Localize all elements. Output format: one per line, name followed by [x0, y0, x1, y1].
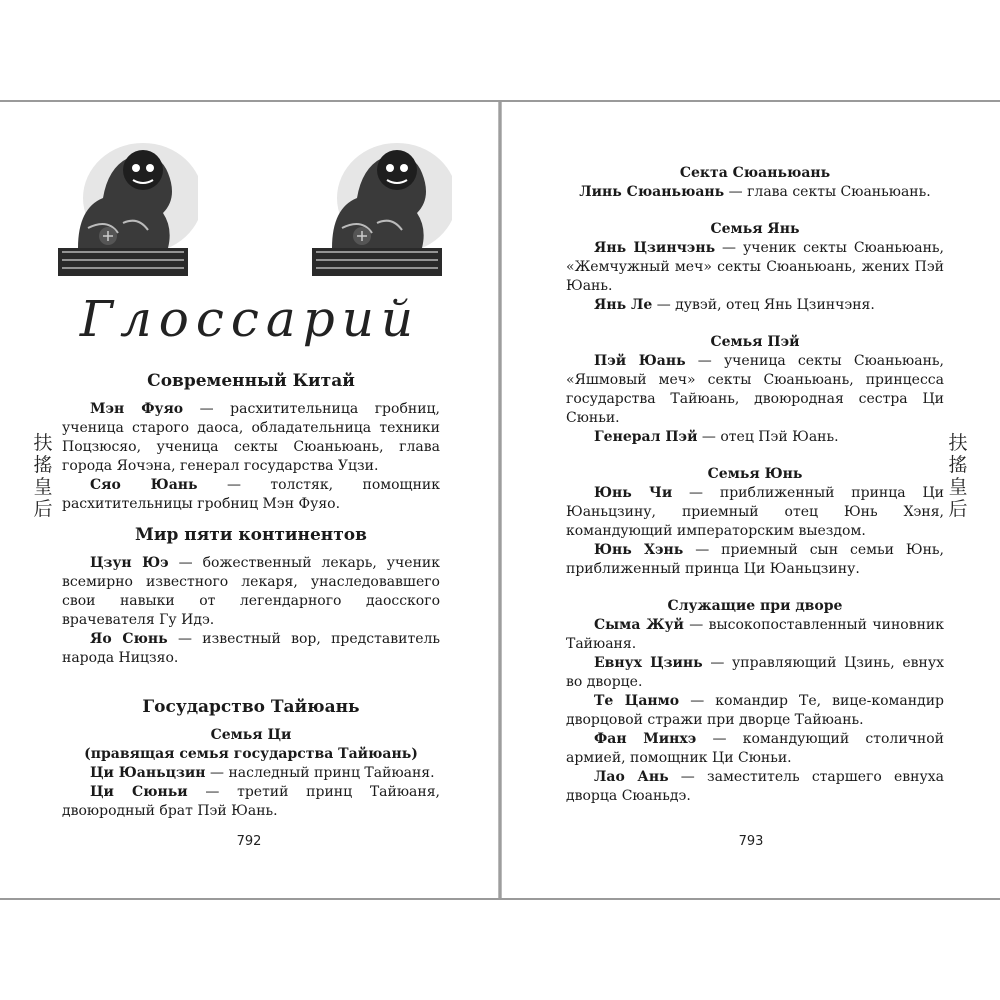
subsection-heading: Семья Ци — [210, 727, 292, 743]
glossary-entry: Янь Ле — дувэй, отец Янь Цзинчэня. — [594, 297, 875, 313]
section-heading: Современный Китай — [147, 371, 355, 391]
left-column — [62, 370, 440, 821]
glossary-entry: Лао Ань — заместитель старшего евнуха дворца Сюаньдэ. — [566, 769, 944, 804]
glossary-entry: Фан Минхэ — командующий столичной армией, помощник Ци Сюньи. — [566, 731, 945, 766]
chinese-chars — [948, 432, 968, 520]
group-heading: Секта Сюаньюань — [679, 165, 831, 181]
left-page — [0, 102, 498, 898]
glossary-title: Глоссарий — [79, 290, 421, 348]
section-heading: Государство Тайюань — [142, 697, 360, 717]
guardian-lion-icon — [302, 128, 452, 276]
group-heading: Служащие при дворе — [667, 598, 843, 614]
lion-illustrations — [48, 128, 468, 278]
glossary-entry: Цзун Юэ — божественный лекарь, ученик всемирно известного лекаря, унаследовавшего свои навыки от легендарного даосского врачевателя Гу Идэ. — [62, 555, 441, 628]
chinese-chars — [33, 432, 53, 520]
section-heading: Мир пяти континентов — [135, 525, 367, 545]
subsection-heading: (правящая семья государства Тайюань) — [84, 746, 418, 762]
glossary-entry: Мэн Фуяо — расхитительница гробниц, ученица старого даоса, обладательница техники Поцзюсяо, ученица секты Сюаньюань, глава города Яочэна, генерал государства Уцзи. — [62, 401, 440, 474]
glossary-entry: Юнь Чи — приближенный принца Ци Юаньцзину, приемный отец Юнь Хэня, командующий императорским выездом. — [566, 485, 944, 539]
vertical-chinese-title — [948, 432, 968, 520]
chinese-char: 搖 — [948, 454, 968, 476]
page-number: 793 — [738, 834, 764, 849]
right-page — [502, 102, 1000, 898]
glossary-entry: Линь Сюаньюань — глава секты Сюаньюань. — [579, 184, 931, 200]
chinese-char: 扶 — [33, 432, 53, 454]
chinese-char: 皇 — [33, 476, 53, 498]
glossary-entry: Янь Цзинчэнь — ученик секты Сюаньюань, «Жемчужный меч» секты Сюаньюань, жених Пэй Юань. — [566, 240, 944, 294]
glossary-entry: Ци Сюньи — третий принц Тайюаня, двоюродный брат Пэй Юань. — [62, 784, 440, 819]
vertical-chinese-title — [33, 432, 53, 520]
page-number: 792 — [236, 834, 262, 849]
glossary-entry: Сыма Жуй — высокопоставленный чиновник Тайюаня. — [566, 617, 945, 652]
glossary-entry: Яо Сюнь — известный вор, представитель народа Ницзяо. — [62, 631, 440, 666]
glossary-entry: Евнух Цзинь — управляющий Цзинь, евнух во дворце. — [566, 655, 944, 690]
chinese-char: 扶 — [948, 432, 968, 454]
glossary-entry: Юнь Хэнь — приемный сын семьи Юнь, приближенный принца Ци Юаньцзину. — [566, 542, 945, 577]
group-heading: Семья Янь — [710, 221, 800, 237]
glossary-entry: Генерал Пэй — отец Пэй Юань. — [594, 429, 839, 445]
chinese-char: 后 — [948, 498, 968, 520]
group-heading: Семья Пэй — [710, 334, 800, 350]
chinese-char: 后 — [33, 498, 53, 520]
chinese-char: 搖 — [33, 454, 53, 476]
book-spread — [0, 100, 1000, 900]
glossary-entry: Пэй Юань — ученица секты Сюаньюань, «Яшмовый меч» секты Сюаньюань, принцесса государства Тайюань, двоюродная сестра Ци Сюньи. — [566, 353, 944, 426]
glossary-entry: Ци Юаньцзин — наследный принц Тайюаня. — [90, 765, 435, 781]
right-column — [566, 164, 944, 806]
group-heading: Семья Юнь — [707, 466, 803, 482]
guardian-lion-icon — [48, 128, 198, 276]
glossary-entry: Сяо Юань — толстяк, помощник расхитительницы гробниц Мэн Фуяо. — [62, 477, 440, 512]
chinese-char: 皇 — [948, 476, 968, 498]
glossary-entry: Те Цанмо — командир Те, вице-командир дворцовой стражи при дворце Тайюань. — [566, 693, 944, 728]
